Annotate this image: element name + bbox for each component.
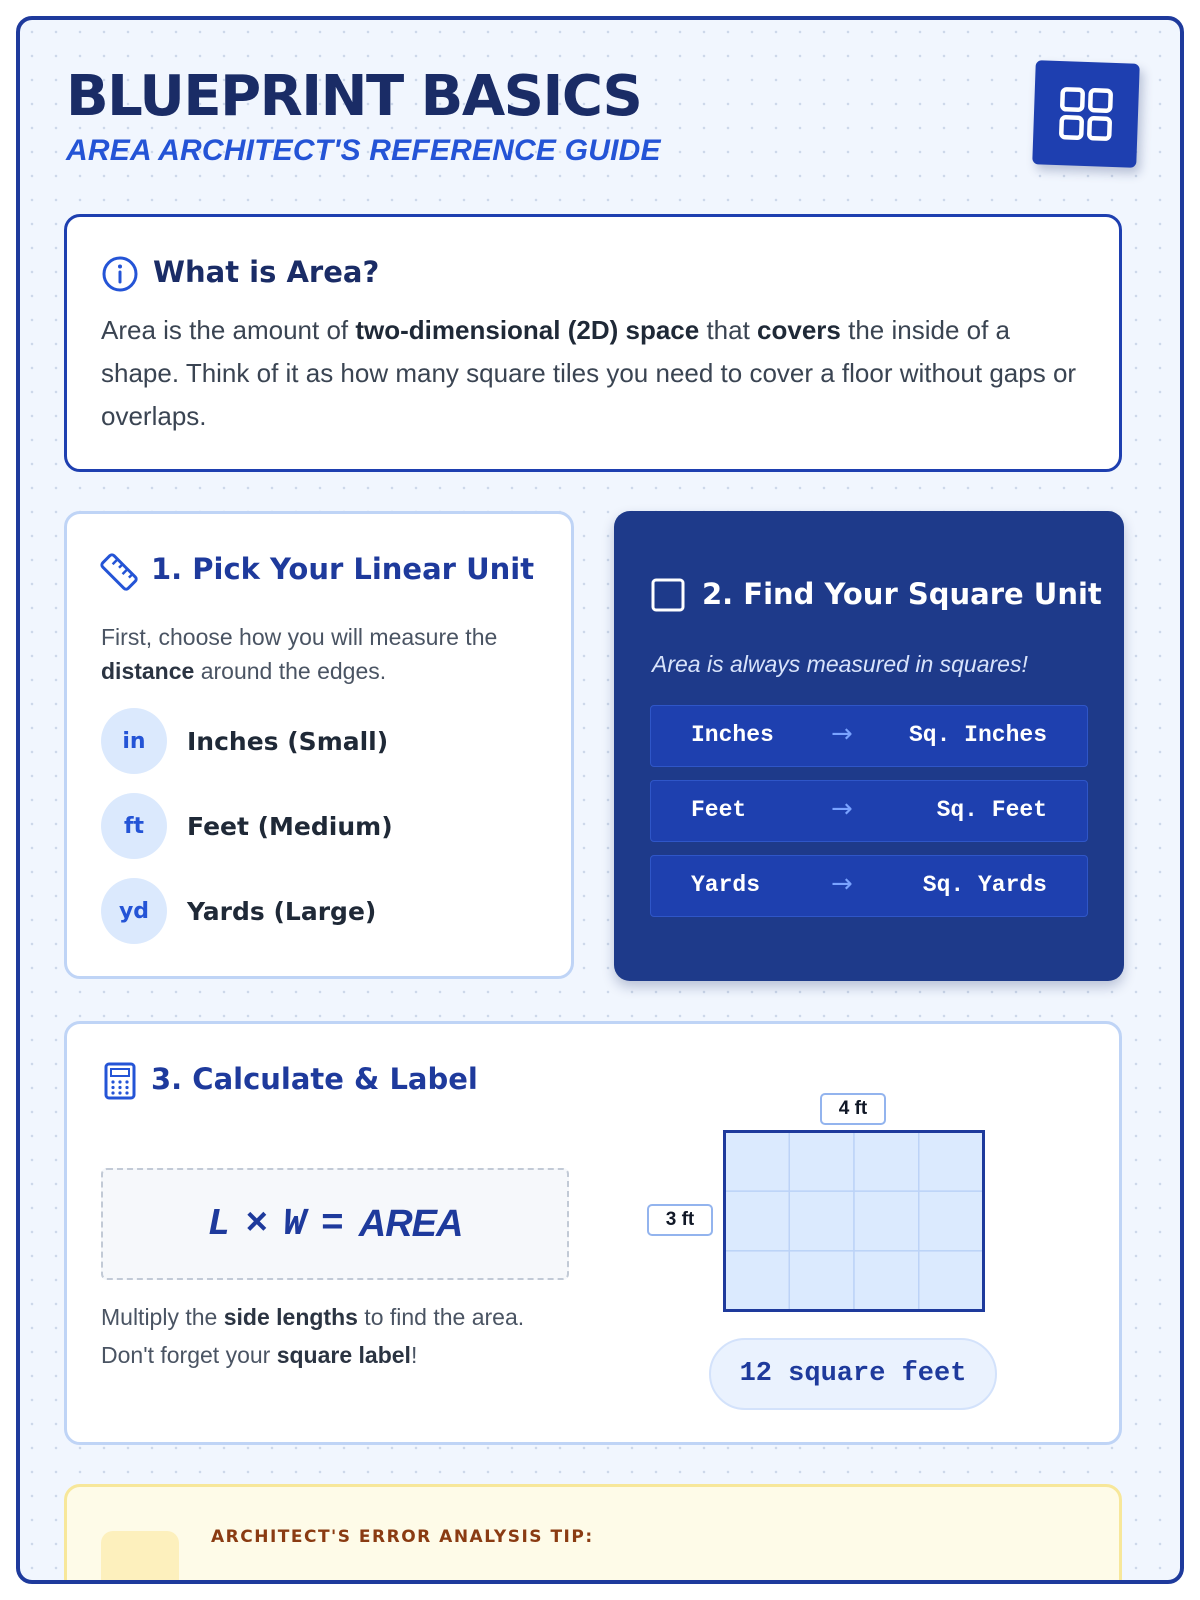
unit-item [101, 793, 393, 859]
square-icon [650, 577, 686, 613]
conversion-to: Sq. Yards [922, 872, 1047, 898]
square-tile [919, 1191, 984, 1251]
conversion-to: Sq. Feet [936, 797, 1047, 823]
unit-badge: in [101, 708, 167, 774]
formula-times: × [245, 1202, 270, 1246]
linear-card-intro: First, choose how you will measure the distance around the edges. [101, 624, 498, 684]
area-card-title: What is Area? [153, 255, 380, 289]
tip-badge [101, 1531, 179, 1584]
linear-unit-card [64, 511, 574, 979]
unit-label: Inches (Small) [187, 726, 389, 756]
conversion-from: Inches [691, 722, 774, 748]
unit-label: Yards (Large) [187, 896, 377, 926]
page-title: BLUEPRINT BASICS [66, 64, 642, 129]
linear-card-title: 1. Pick Your Linear Unit [151, 552, 535, 586]
formula-width: W [283, 1202, 307, 1246]
arrow-right-icon: → [831, 719, 853, 749]
conversion-to: Sq. Inches [908, 722, 1047, 748]
calculator-icon [103, 1062, 137, 1100]
square-unit-card [614, 511, 1124, 981]
ruler-icon [99, 552, 139, 592]
formula-box [101, 1168, 569, 1280]
area-grid-diagram [723, 1130, 985, 1312]
arrow-right-icon: → [831, 794, 853, 824]
square-tile [789, 1132, 854, 1192]
page-subtitle: AREA ARCHITECT'S REFERENCE GUIDE [66, 134, 661, 167]
conversion-row [650, 705, 1088, 767]
formula-result: AREA [358, 1202, 463, 1245]
square-tile [854, 1251, 919, 1311]
square-tile [725, 1132, 790, 1192]
logo-tile [1032, 60, 1140, 168]
width-label: 4 ft [820, 1093, 886, 1125]
unit-badge: ft [101, 793, 167, 859]
square-tile [725, 1191, 790, 1251]
height-label: 3 ft [647, 1204, 713, 1236]
what-is-area-card [64, 214, 1122, 472]
conversion-from: Yards [691, 872, 761, 898]
conversion-from: Feet [691, 797, 747, 823]
square-card-title: 2. Find Your Square Unit [702, 577, 1102, 611]
area-result-pill: 12 square feet [709, 1338, 997, 1410]
unit-badge: yd [101, 878, 167, 944]
calc-instructions: Multiply the side lengths to find the area. Don't forget your square label! [101, 1304, 525, 1368]
area-definition: Area is the amount of two-dimensional (2D) space that covers the inside of a shape. Think of it as how many square tiles you need to cover a floor without gaps or overlaps. [101, 315, 1077, 431]
reference-sheet [16, 16, 1184, 1584]
tip-title: ARCHITECT'S ERROR ANALYSIS TIP: [211, 1527, 594, 1547]
formula-length: L [207, 1202, 232, 1246]
info-icon [101, 255, 139, 293]
square-card-note: Area is always measured in squares! [652, 651, 1028, 677]
conversion-row [650, 780, 1088, 842]
unit-item [101, 878, 376, 944]
square-tile [854, 1191, 919, 1251]
square-tile [854, 1132, 919, 1192]
square-tile [789, 1251, 854, 1311]
grid-icon [1055, 83, 1117, 145]
square-tile [919, 1251, 984, 1311]
calculate-card [64, 1021, 1122, 1445]
unit-item [101, 708, 388, 774]
square-tile [725, 1251, 790, 1311]
formula-equals: = [320, 1202, 345, 1246]
square-tile [789, 1191, 854, 1251]
conversion-row [650, 855, 1088, 917]
square-tile [919, 1132, 984, 1192]
unit-label: Feet (Medium) [187, 811, 393, 841]
arrow-right-icon: → [831, 869, 853, 899]
error-tip-card [64, 1484, 1122, 1584]
calc-card-title: 3. Calculate & Label [151, 1062, 478, 1096]
